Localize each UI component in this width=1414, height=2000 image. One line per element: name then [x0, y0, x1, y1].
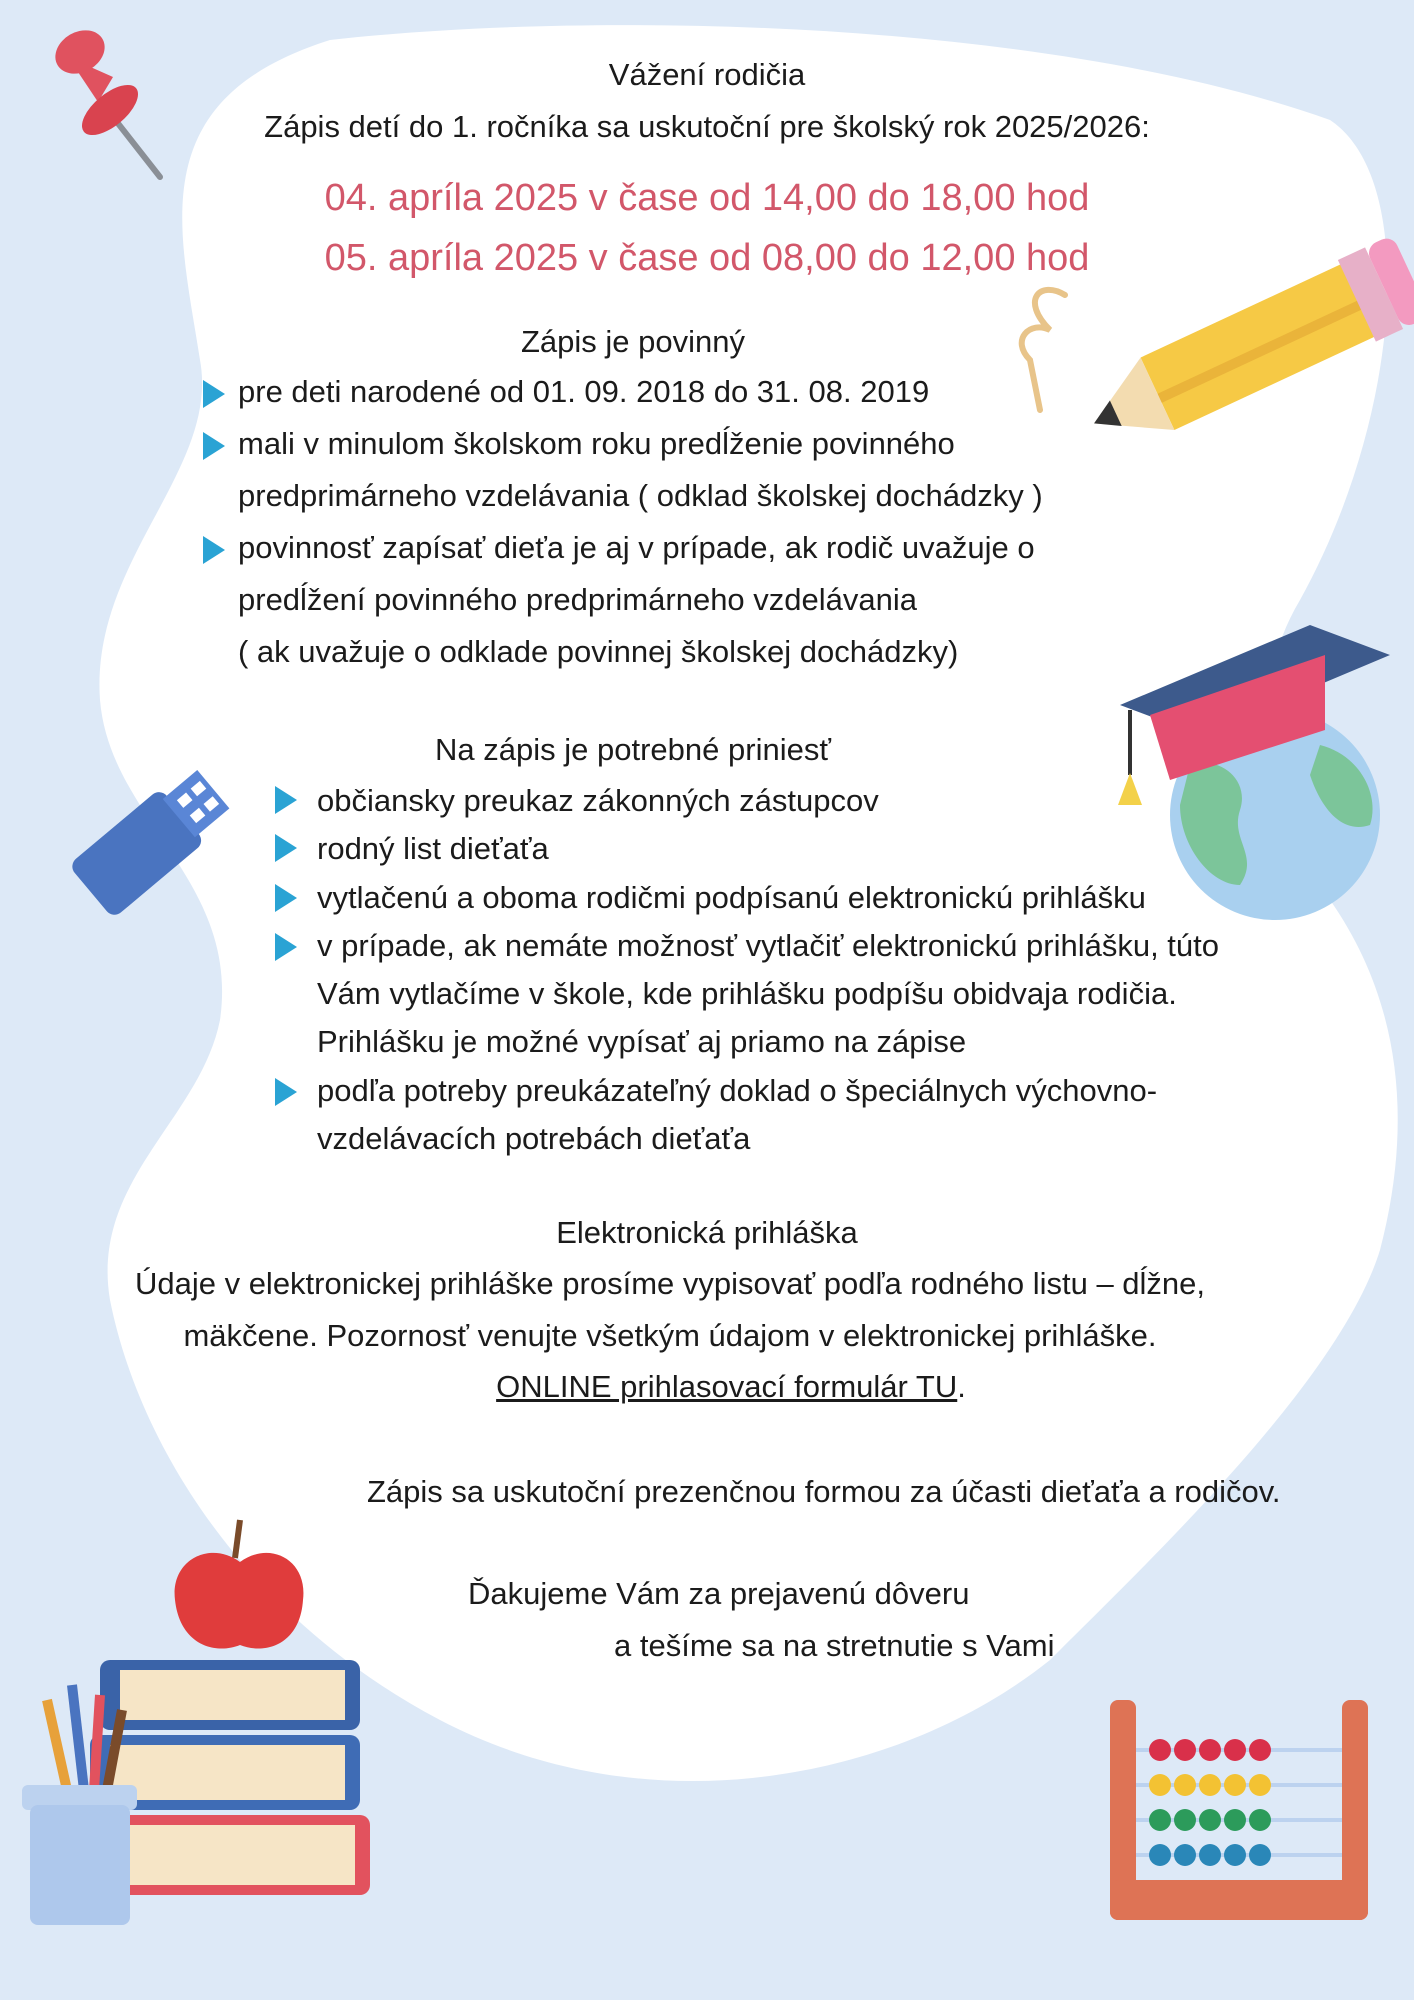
mandatory-item-2-line-2: predprimárneho vzdelávania ( odklad školskej dochádzky ): [238, 478, 1043, 513]
bring-item-4-line-2: Vám vytlačíme v škole, kde prihlášku podpíšu obidvaja rodičia.: [317, 976, 1177, 1011]
bring-item-5-line-1: podľa potreby preukázateľný doklad o špeciálnych výchovno-: [317, 1073, 1158, 1108]
bring-item-2: rodný list dieťaťa: [317, 831, 549, 866]
bullet-icon: [275, 1078, 297, 1106]
bullet-icon: [275, 786, 297, 814]
mandatory-item-2-line-1: mali v minulom školskom roku predĺženie povinného: [238, 426, 955, 461]
mandatory-item-3-line-3: ( ak uvažuje o odklade povinnej školskej dochádzky): [238, 634, 959, 669]
thanks-line-2: a tešíme sa na stretnutie s Vami: [614, 1628, 1055, 1663]
date-line-2: 05. apríla 2025 v čase od 08,00 do 12,00 hod: [324, 237, 1090, 279]
bullet-icon: [203, 536, 225, 564]
bullet-icon: [275, 933, 297, 961]
pushpin-icon: [28, 12, 168, 182]
mandatory-item-1: pre deti narodené od 01. 09. 2018 do 31. 08. 2019: [238, 374, 930, 409]
electronic-text-1: Údaje v elektronickej prihláške prosíme vypisovať podľa rodného listu – dĺžne,: [134, 1266, 1206, 1301]
intro-text: Zápis detí do 1. ročníka sa uskutoční pre školský rok 2025/2026:: [264, 109, 1150, 144]
usb-drive-icon: [45, 750, 245, 930]
mandatory-title: Zápis je povinný: [520, 324, 746, 359]
bring-title: Na zápis je potrebné priniesť: [435, 732, 831, 767]
bring-item-1: občiansky preukaz zákonných zástupcov: [317, 783, 879, 818]
pencil-cup-icon: [22, 1680, 152, 1930]
online-form-line: [496, 1367, 966, 1407]
mandatory-item-3-line-1: povinnosť zapísať dieťa je aj v prípade, ak rodič uvažuje o: [238, 530, 1035, 565]
bring-item-3: vytlačenú a oboma rodičmi podpísanú elektronickú prihlášku: [317, 880, 1146, 915]
electronic-text-2: mäkčene. Pozornosť venujte všetkým údajom v elektronickej prihláške.: [183, 1318, 1157, 1353]
online-form-suffix: .: [957, 1369, 966, 1404]
online-form-link[interactable]: ONLINE prihlasovací formulár TU: [496, 1369, 958, 1404]
electronic-title: Elektronická prihláška: [556, 1215, 858, 1250]
mandatory-item-3-line-2: predĺžení povinného predprimárneho vzdelávania: [238, 582, 918, 617]
graduation-globe-icon: [1110, 615, 1410, 925]
greeting: Vážení rodičia: [608, 57, 806, 92]
date-line-1: 04. apríla 2025 v čase od 14,00 do 18,00 hod: [324, 177, 1090, 219]
abacus-icon: [1110, 1690, 1370, 1930]
bullet-icon: [203, 432, 225, 460]
thanks-line-1: Ďakujeme Vám za prejavenú dôveru: [468, 1576, 970, 1611]
bring-item-5-line-2: vzdelávacích potrebách dieťaťa: [317, 1121, 751, 1156]
bring-item-4-line-1: v prípade, ak nemáte možnosť vytlačiť elektronickú prihlášku, túto: [317, 928, 1220, 963]
bullet-icon: [203, 380, 225, 408]
bullet-icon: [275, 834, 297, 862]
bullet-icon: [275, 884, 297, 912]
bring-item-4-line-3: Prihlášku je možné vypísať aj priamo na zápise: [317, 1024, 967, 1059]
presence-text: Zápis sa uskutoční prezenčnou formou za účasti dieťaťa a rodičov.: [367, 1474, 1281, 1509]
